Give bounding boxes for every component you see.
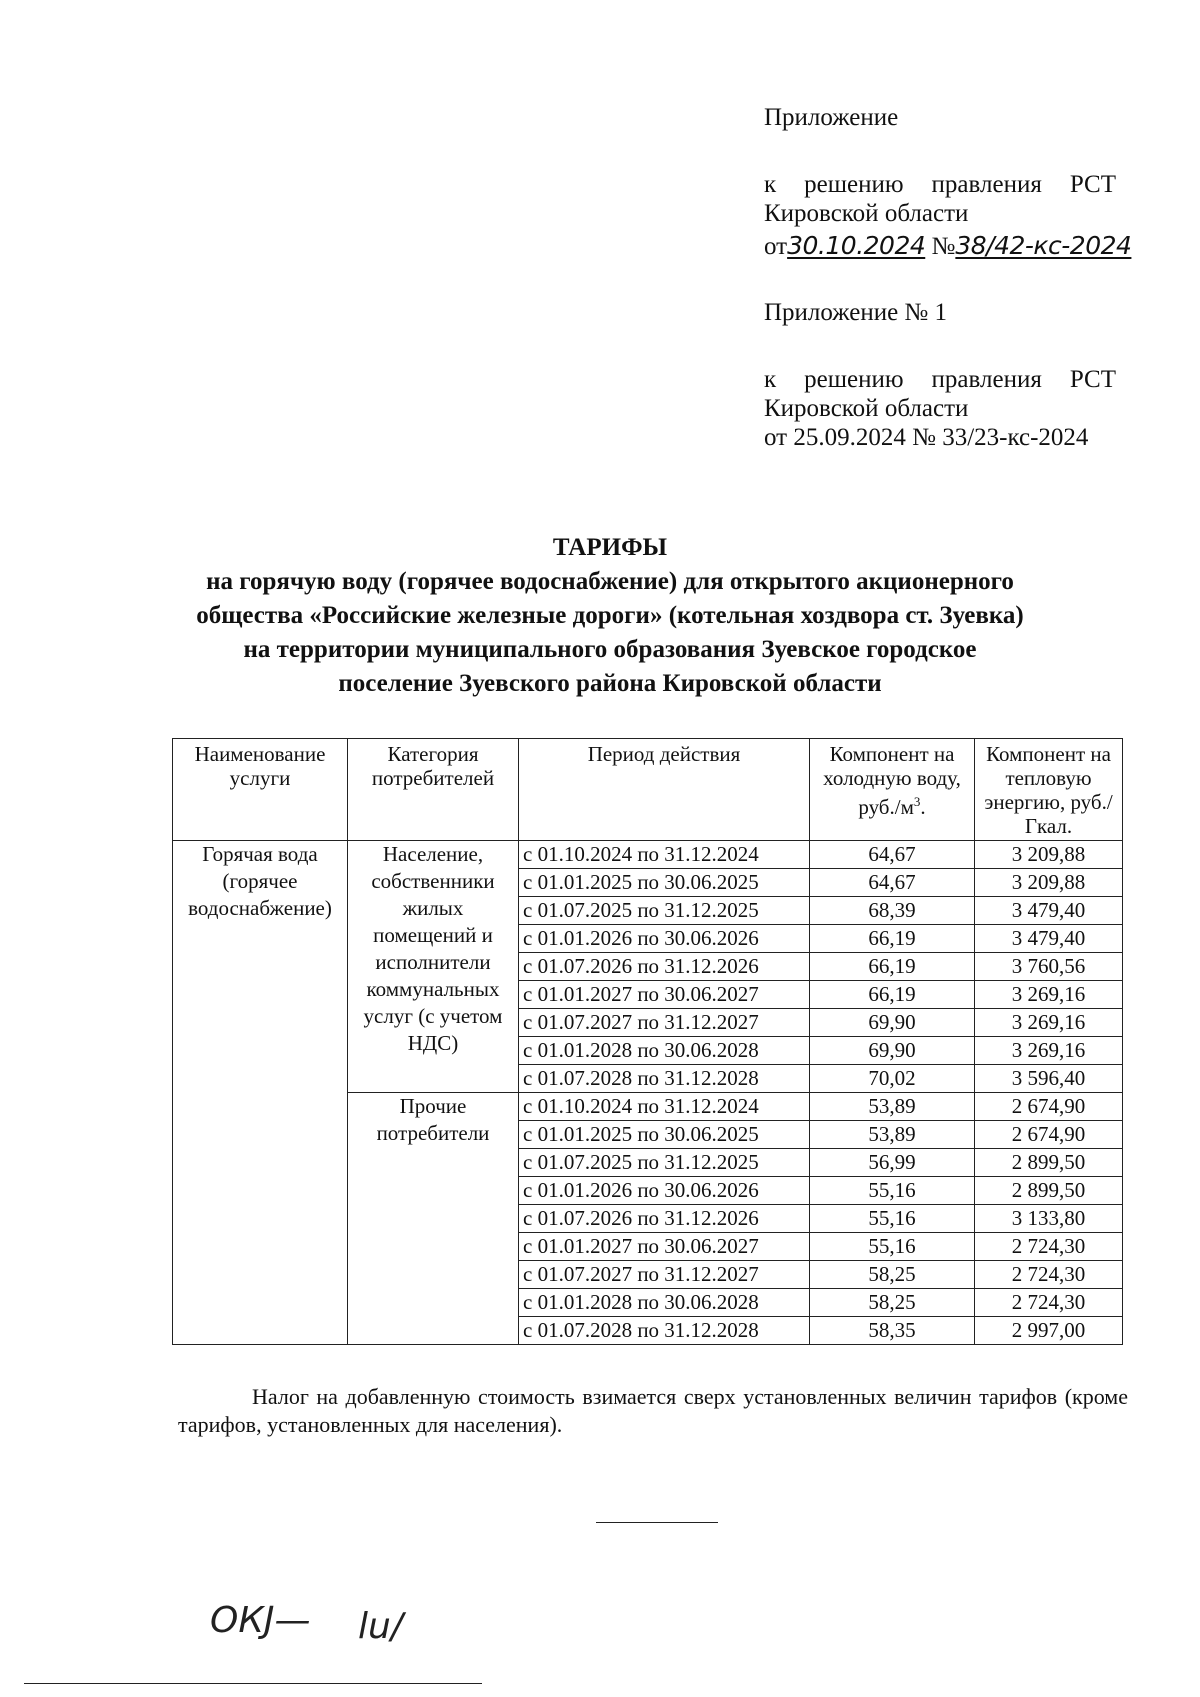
period-cell: с 01.07.2028 по 31.12.2028: [519, 1065, 810, 1093]
appendix-1-decision-line: к решению правления РСТ: [764, 366, 1116, 393]
heat-energy-cell: 3 269,16: [975, 981, 1123, 1009]
category-cell: Население, собственники жилых помещений и исполнители коммунальных услуг (с учетом НДС): [348, 841, 519, 1093]
cold-water-cell: 55,16: [810, 1177, 975, 1205]
cold-water-cell: 55,16: [810, 1205, 975, 1233]
header-period: Период действия: [519, 739, 810, 841]
cold-water-cell: 69,90: [810, 1037, 975, 1065]
period-cell: с 01.07.2027 по 31.12.2027: [519, 1009, 810, 1037]
cold-water-cell: 69,90: [810, 1009, 975, 1037]
table-row: [173, 841, 1123, 869]
title-line-1: на горячую воду (горячее водоснабжение) для открытого акционерного: [206, 568, 1014, 595]
heat-energy-cell: 2 724,30: [975, 1233, 1123, 1261]
cold-water-cell: 70,02: [810, 1065, 975, 1093]
header-cold-water-text: Компонент на холодную воду, руб./м: [823, 742, 961, 819]
date-prefix: от: [764, 233, 788, 260]
appendix-date-line: [764, 231, 1131, 261]
appendix-decision-line: к решению правления РСТ: [764, 171, 1116, 198]
heat-energy-cell: 3 269,16: [975, 1009, 1123, 1037]
heat-energy-cell: 3 209,88: [975, 841, 1123, 869]
signature-2: lu/: [358, 1606, 403, 1647]
cold-water-cell: 53,89: [810, 1093, 975, 1121]
header-heat-energy: Компонент на тепловую энергию, руб./Гкал.: [975, 739, 1123, 841]
vat-note: Налог на добавленную стоимость взимается сверх установленных величин тарифов (кроме тарифов, установленных для населения).: [178, 1384, 1128, 1437]
header-cold-water-dot: .: [920, 795, 926, 819]
handwritten-number: 38/42-кс-2024: [955, 231, 1132, 260]
period-cell: с 01.01.2026 по 30.06.2026: [519, 1177, 810, 1205]
tariff-table: [172, 738, 1123, 1345]
handwritten-date: 30.10.2024: [787, 231, 926, 260]
appendix-title: Приложение: [764, 104, 899, 131]
heat-energy-cell: 2 899,50: [975, 1177, 1123, 1205]
closing-divider: [596, 1522, 718, 1523]
period-cell: с 01.01.2025 по 30.06.2025: [519, 869, 810, 897]
number-sign: №: [931, 233, 956, 260]
period-cell: с 01.01.2027 по 30.06.2027: [519, 1233, 810, 1261]
table-header-row: [173, 739, 1123, 841]
appendix-1-region-line: Кировской области: [764, 395, 969, 422]
header-service: Наименование услуги: [173, 739, 348, 841]
signature-1: ОКЈ—: [210, 1600, 311, 1641]
period-cell: с 01.01.2026 по 30.06.2026: [519, 925, 810, 953]
cold-water-cell: 68,39: [810, 897, 975, 925]
heat-energy-cell: 3 209,88: [975, 869, 1123, 897]
heat-energy-cell: 3 479,40: [975, 897, 1123, 925]
period-cell: с 01.01.2028 по 30.06.2028: [519, 1037, 810, 1065]
heat-energy-cell: 3 479,40: [975, 925, 1123, 953]
title-line-2: общества «Российские железные дороги» (котельная хоздвора ст. Зуевка): [196, 602, 1024, 629]
cold-water-cell: 58,35: [810, 1317, 975, 1345]
heat-energy-cell: 3 133,80: [975, 1205, 1123, 1233]
heat-energy-cell: 2 724,30: [975, 1289, 1123, 1317]
appendix-region-line: Кировской области: [764, 200, 969, 227]
bottom-rule: [24, 1683, 482, 1684]
period-cell: с 01.07.2026 по 31.12.2026: [519, 953, 810, 981]
cold-water-cell: 55,16: [810, 1233, 975, 1261]
cold-water-cell: 66,19: [810, 981, 975, 1009]
heat-energy-cell: 3 269,16: [975, 1037, 1123, 1065]
heat-energy-cell: 2 724,30: [975, 1261, 1123, 1289]
period-cell: с 01.07.2028 по 31.12.2028: [519, 1317, 810, 1345]
appendix-1-title: Приложение № 1: [764, 299, 948, 326]
title-line-3: на территории муниципального образования Зуевское городское: [243, 636, 977, 663]
period-cell: с 01.01.2025 по 30.06.2025: [519, 1121, 810, 1149]
period-cell: с 01.10.2024 по 31.12.2024: [519, 1093, 810, 1121]
title-line-4: поселение Зуевского района Кировской области: [338, 670, 882, 697]
cold-water-cell: 56,99: [810, 1149, 975, 1177]
period-cell: с 01.01.2028 по 30.06.2028: [519, 1289, 810, 1317]
cold-water-cell: 66,19: [810, 953, 975, 981]
period-cell: с 01.07.2026 по 31.12.2026: [519, 1205, 810, 1233]
period-cell: с 01.07.2025 по 31.12.2025: [519, 897, 810, 925]
heat-energy-cell: 2 899,50: [975, 1149, 1123, 1177]
heat-energy-cell: 2 997,00: [975, 1317, 1123, 1345]
cold-water-cell: 64,67: [810, 869, 975, 897]
appendix-1-date-line: от 25.09.2024 № 33/23-кс-2024: [764, 424, 1089, 451]
period-cell: с 01.01.2027 по 30.06.2027: [519, 981, 810, 1009]
cold-water-cell: 64,67: [810, 841, 975, 869]
service-name-cell: Горячая вода (горячее водоснабжение): [173, 841, 348, 1345]
header-category: Категория потребителей: [348, 739, 519, 841]
cold-water-cell: 58,25: [810, 1261, 975, 1289]
heat-energy-cell: 2 674,90: [975, 1093, 1123, 1121]
cold-water-cell: 66,19: [810, 925, 975, 953]
cold-water-cell: 53,89: [810, 1121, 975, 1149]
header-cold-water: [810, 739, 975, 841]
period-cell: с 01.10.2024 по 31.12.2024: [519, 841, 810, 869]
heat-energy-cell: 2 674,90: [975, 1121, 1123, 1149]
heat-energy-cell: 3 596,40: [975, 1065, 1123, 1093]
period-cell: с 01.07.2027 по 31.12.2027: [519, 1261, 810, 1289]
period-cell: с 01.07.2025 по 31.12.2025: [519, 1149, 810, 1177]
document-title: ТАРИФЫ: [552, 534, 668, 561]
header-cold-water-sup: 3: [913, 794, 921, 809]
heat-energy-cell: 3 760,56: [975, 953, 1123, 981]
category-cell: Прочие потребители: [348, 1093, 519, 1345]
cold-water-cell: 58,25: [810, 1289, 975, 1317]
